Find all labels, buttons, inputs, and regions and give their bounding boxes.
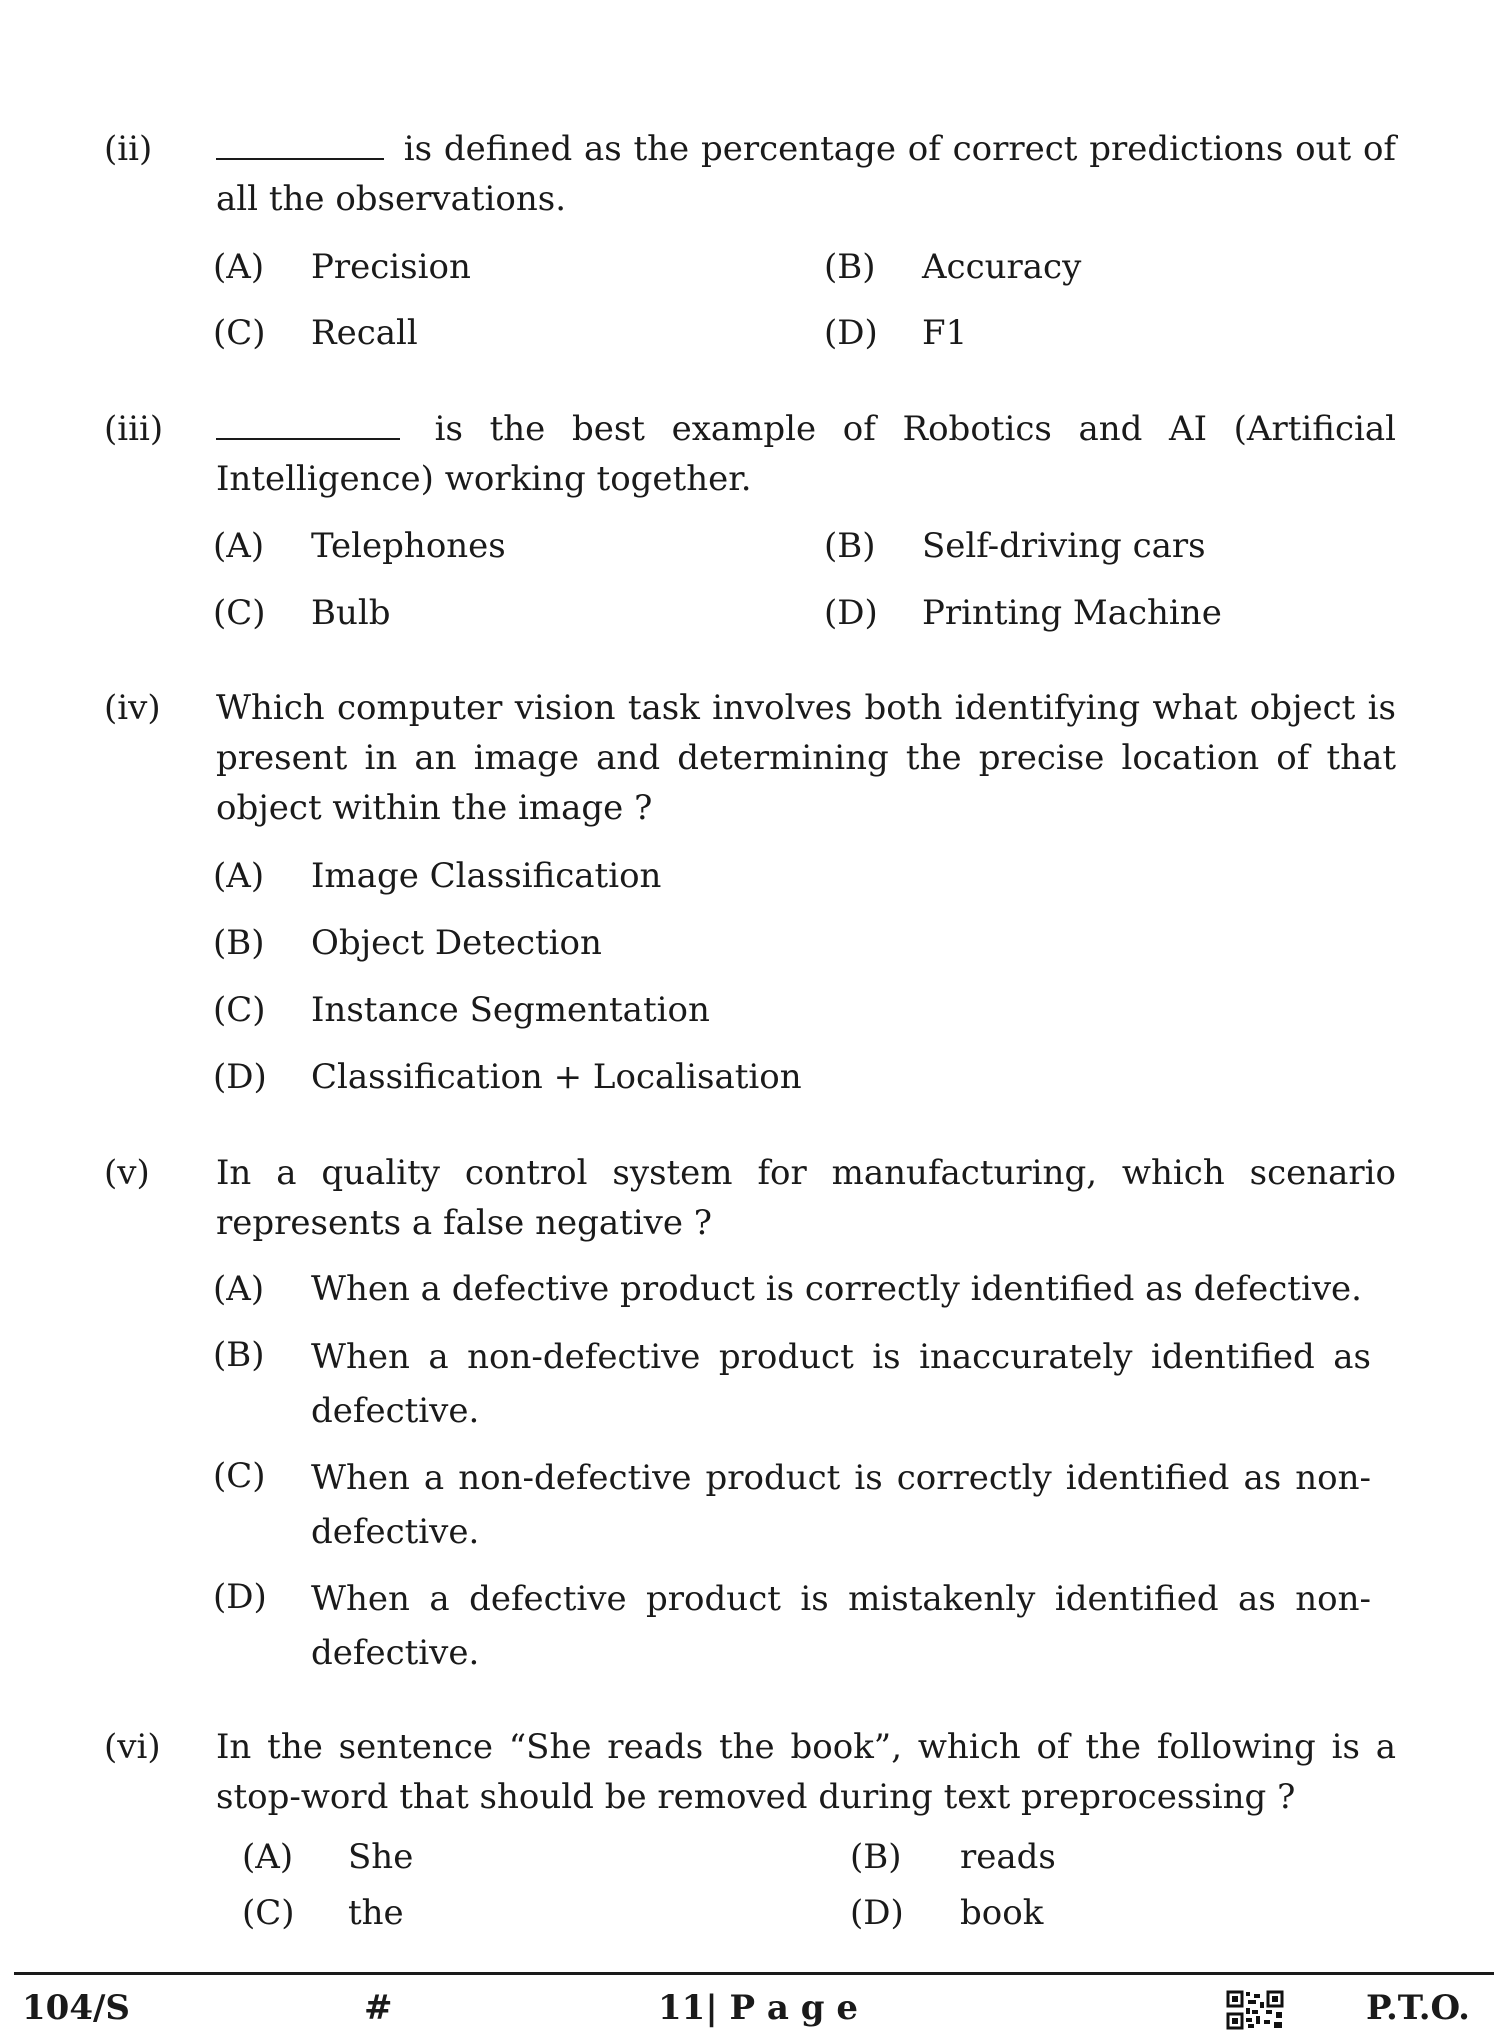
question-number: (iv)	[104, 688, 161, 728]
option-text: Classification + Localisation	[311, 1057, 802, 1097]
option-label: (B)	[824, 247, 876, 287]
option-text: When a non-defective product is inaccurately identified as defective.	[311, 1337, 1371, 1431]
paper-code: 104/S	[22, 1988, 130, 2028]
option-text: the	[348, 1893, 404, 1933]
qr-code-icon	[1226, 1990, 1284, 2030]
answer-blank	[216, 406, 400, 440]
question-number: (vi)	[104, 1727, 161, 1767]
option-label: (A)	[213, 247, 265, 287]
option-text: F1	[922, 313, 968, 353]
option-text: Self-driving cars	[922, 526, 1206, 566]
option-label: (A)	[213, 1269, 265, 1309]
option-text: Accuracy	[922, 247, 1082, 287]
option-label: (B)	[213, 923, 265, 963]
question-text: In a quality control system for manufacturing, which scenario represents a false negative ?	[216, 1153, 1396, 1243]
option-text: Printing Machine	[922, 593, 1222, 633]
option-label: (D)	[824, 313, 878, 353]
question-text: is the best example of Robotics and AI (Artificial Intelligence) working together.	[216, 404, 1396, 504]
option-label: (C)	[213, 1456, 266, 1496]
option-text: reads	[960, 1837, 1056, 1877]
question-text: In the sentence “She reads the book”, which of the following is a stop-word that should be removed during text preprocessing ?	[216, 1727, 1396, 1817]
option-text: She	[348, 1837, 414, 1877]
option-text: Image Classification	[311, 856, 662, 896]
option-label: (D)	[213, 1057, 267, 1097]
option-text: Bulb	[311, 593, 391, 633]
question-number: (iii)	[104, 409, 164, 449]
option-text: Telephones	[311, 526, 506, 566]
option-text: Instance Segmentation	[311, 990, 710, 1030]
option-label: (A)	[242, 1837, 294, 1877]
option-text: When a non-defective product is correctly identified as non-defective.	[311, 1458, 1371, 1552]
option-text: book	[960, 1893, 1044, 1933]
option-text: When a defective product is mistakenly identified as non-defective.	[311, 1579, 1371, 1673]
option-label: (A)	[213, 526, 265, 566]
page-number: 11| P a g e	[658, 1988, 859, 2028]
question-text: is defined as the percentage of correct predictions out of all the observations.	[216, 124, 1396, 224]
option-text: Object Detection	[311, 923, 602, 963]
question-text: Which computer vision task involves both identifying what object is present in an image and determining the precise location of that object within the image ?	[216, 688, 1396, 828]
option-label: (B)	[824, 526, 876, 566]
question-number: (ii)	[104, 129, 153, 169]
option-label: (C)	[213, 990, 266, 1030]
option-label: (A)	[213, 856, 265, 896]
option-label: (B)	[213, 1335, 265, 1375]
option-text: Recall	[311, 313, 418, 353]
question-number: (v)	[104, 1153, 150, 1193]
option-text: Precision	[311, 247, 471, 287]
option-text: When a defective product is correctly identified as defective.	[311, 1269, 1362, 1309]
hash-mark: #	[364, 1988, 393, 2028]
option-label: (D)	[850, 1893, 904, 1933]
option-label: (C)	[213, 593, 266, 633]
please-turn-over: P.T.O.	[1366, 1988, 1470, 2028]
footer-divider	[14, 1972, 1494, 1975]
option-label: (C)	[213, 313, 266, 353]
option-label: (D)	[213, 1577, 267, 1617]
option-label: (B)	[850, 1837, 902, 1877]
option-label: (D)	[824, 593, 878, 633]
answer-blank	[216, 126, 384, 160]
option-label: (C)	[242, 1893, 295, 1933]
